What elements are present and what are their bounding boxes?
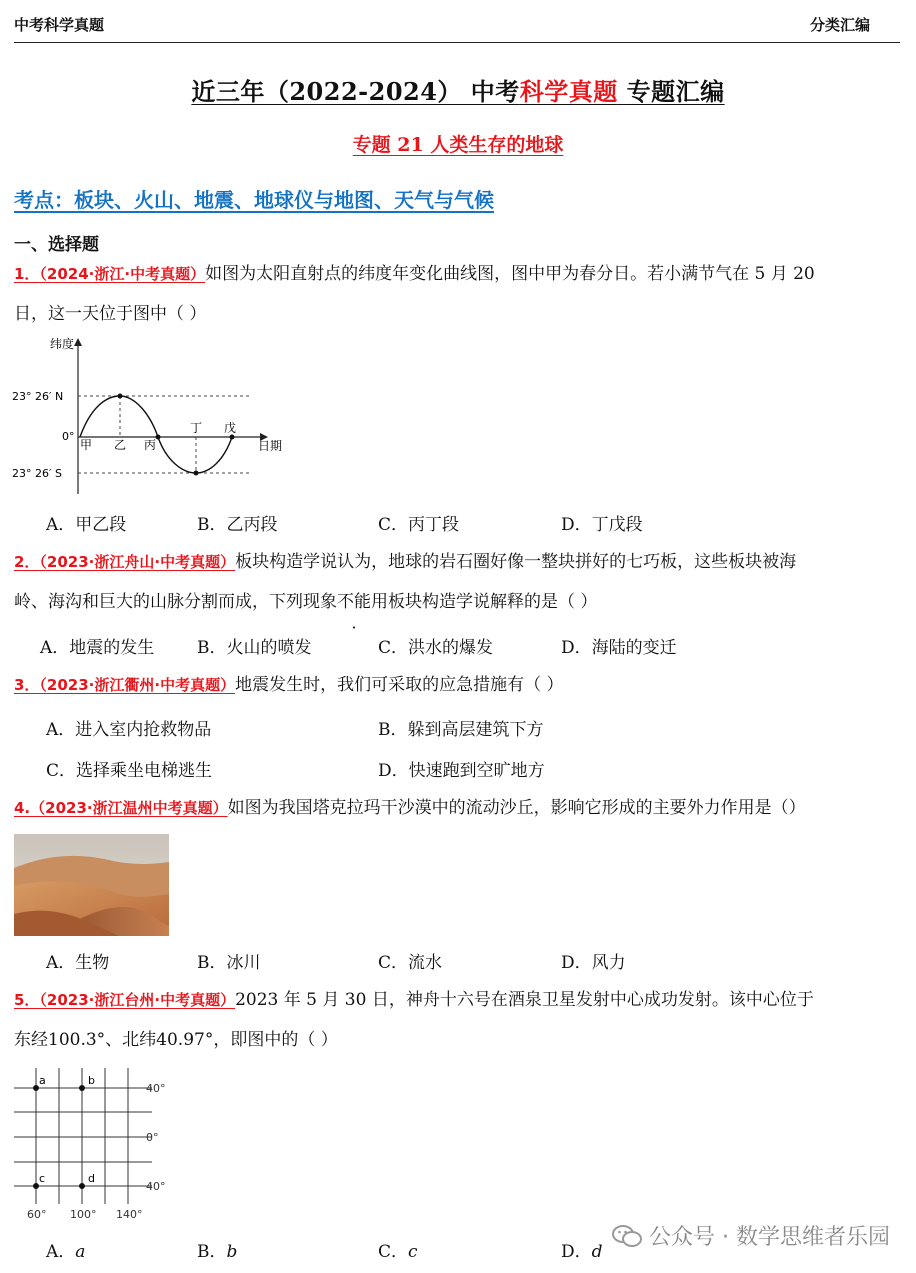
header-right: 分类汇编: [809, 16, 870, 34]
q4-option-c: C．流水: [378, 953, 443, 973]
chart-point-yi: [118, 394, 123, 399]
q2-option-d: D．海陆的变迁: [561, 638, 677, 658]
chart-y-bottom-label: 23° 26′ S: [12, 467, 62, 480]
question-3-text-1: 地震发生时，我们可采取的应急措施有（ ）: [235, 675, 564, 695]
question-5-text-1: 2023 年 5 月 30 日，神舟十六号在酒泉卫星发射中心成功发射。该中心位于: [235, 990, 814, 1010]
q5-option-d: D．d: [561, 1242, 603, 1262]
grid-label-d: d: [88, 1172, 95, 1185]
q2-option-b: B．火山的喷发: [197, 638, 312, 658]
q5-option-b: B．b: [197, 1242, 238, 1262]
chart-label-jia: 甲: [80, 438, 93, 452]
grid-lat-0: 0°: [146, 1131, 159, 1144]
q1-option-a: A．甲乙段: [46, 515, 127, 535]
q2-option-a: A．地震的发生: [40, 638, 155, 658]
header-divider: [14, 42, 900, 43]
wechat-icon: [611, 1223, 643, 1249]
grid-lat-40s: 40°: [146, 1180, 166, 1193]
question-4-source: 4.（2023·浙江温州中考真题）: [14, 799, 228, 817]
chart-y-zero-label: 0°: [62, 430, 75, 443]
grid-lon-60: 60°: [27, 1208, 47, 1221]
q4-option-d: D．风力: [561, 953, 626, 973]
chart-point-wu: [230, 435, 235, 440]
question-2-text-1: 板块构造学说认为，地球的岩石圈好像一整块拼好的七巧板，这些板块被海: [235, 552, 797, 572]
q5-option-a: A．a: [46, 1242, 86, 1262]
question-4: [14, 788, 884, 828]
page-subtitle: 专题 21 人类生存的地球: [352, 134, 564, 156]
question-2-source: 2．（2023·浙江舟山·中考真题）: [14, 553, 236, 571]
question-5: [14, 980, 884, 1060]
grid-label-c: c: [39, 1172, 46, 1185]
q1-option-b: B．乙丙段: [197, 515, 278, 535]
watermark-text: 公众号 · 数学思维者乐园: [649, 1225, 890, 1250]
chart-y-top-label: 23° 26′ N: [12, 390, 64, 403]
q3-option-b: B．躲到高层建筑下方: [378, 720, 544, 740]
q3-option-d: D．快速跑到空旷地方: [378, 761, 545, 781]
question-5-text-2: 东经100.3°、北纬40.97°，即图中的（ ）: [14, 1030, 338, 1050]
lat-lon-grid: [10, 1064, 180, 1224]
q3-option-a: A．进入室内抢救物品: [46, 720, 212, 740]
question-1-text-1: 如图为太阳直射点的纬度年变化曲线图，图中甲为春分日。若小满节气在 5 月 20: [205, 264, 815, 284]
page-title: [0, 72, 916, 107]
question-5-source: 5．（2023·浙江台州·中考真题）: [14, 991, 236, 1009]
question-2: [14, 542, 884, 622]
grid-lat-40n: 40°: [146, 1082, 166, 1095]
chart-x-title: 日期: [258, 439, 283, 453]
chart-y-title: 纬度: [50, 337, 75, 351]
q1-option-c: C．丙丁段: [378, 515, 460, 535]
question-3: [14, 665, 884, 705]
q2-option-c: C．洪水的爆发: [378, 638, 494, 658]
watermark: [611, 1220, 890, 1251]
chart-label-bing: 丙: [144, 438, 157, 452]
question-3-source: 3．（2023·浙江衢州·中考真题）: [14, 676, 236, 694]
q4-option-a: A．生物: [46, 953, 110, 973]
topic-heading: 考点：板块、火山、地震、地球仪与地图、天气与气候: [14, 188, 494, 212]
chart-point-bing: [156, 435, 161, 440]
section-heading: 一、选择题: [14, 235, 99, 255]
question-4-text-1: 如图为我国塔克拉玛干沙漠中的流动沙丘，影响它形成的主要外力作用是（）: [227, 798, 806, 818]
title-part1: 近三年（2022-2024） 中考: [191, 77, 520, 106]
grid-point-d: [79, 1183, 85, 1189]
title-part3: 专题汇编: [617, 77, 725, 106]
q4-option-b: B．冰川: [197, 953, 261, 973]
grid-label-a: a: [39, 1074, 46, 1087]
grid-point-b: [79, 1085, 85, 1091]
question-2-text-2c: 用板块构造学说解释的是（ ）: [371, 592, 598, 612]
question-1-source: 1．（2024·浙江·中考真题）: [14, 265, 206, 283]
q5-option-c: C．c: [378, 1242, 418, 1262]
question-2-text-2a: 岭、海沟和巨大的山脉分割而成，下列现象: [14, 592, 337, 612]
grid-lon-140: 140°: [116, 1208, 143, 1221]
chart-label-yi: 乙: [114, 438, 127, 452]
q3-option-c: C．选择乘坐电梯逃生: [46, 761, 213, 781]
solar-latitude-chart: [10, 334, 290, 504]
title-highlight: 科学真题: [519, 77, 618, 106]
sand-dune-photo: [14, 834, 169, 936]
chart-point-ding: [194, 471, 199, 476]
question-1-text-2: 日，这一天位于图中（ ）: [14, 304, 207, 324]
chart-curve: [80, 396, 232, 473]
question-1: [14, 254, 884, 334]
grid-lon-100: 100°: [70, 1208, 97, 1221]
chart-y-arrow: [74, 338, 82, 346]
chart-label-wu: 戊: [224, 421, 237, 435]
header-left: 中考科学真题: [14, 16, 105, 34]
grid-label-b: b: [88, 1074, 95, 1087]
question-2-emphasis: 不能: [337, 592, 371, 612]
chart-label-ding: 丁: [190, 421, 203, 435]
q1-option-d: D．丁戊段: [561, 515, 643, 535]
